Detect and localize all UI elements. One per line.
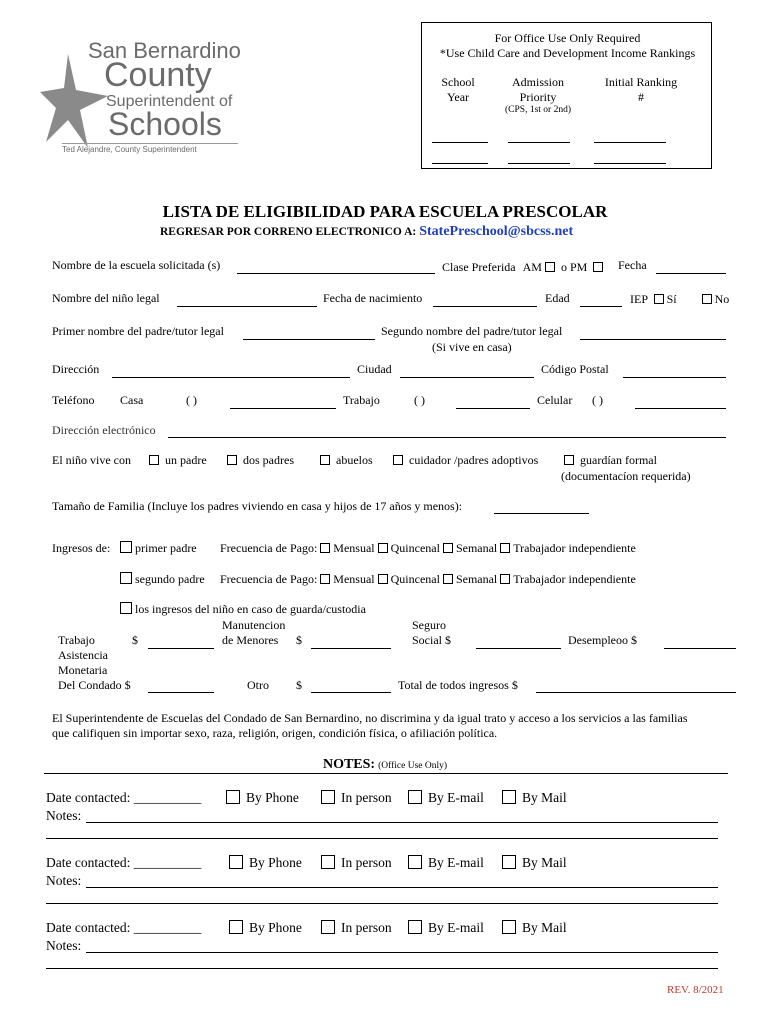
guardian1-field[interactable] [243, 339, 375, 340]
county-assist-label-a: Asistencia [58, 648, 108, 662]
birth-date-field[interactable] [433, 306, 537, 307]
lives-home-note: (Si vive en casa) [432, 340, 512, 354]
iep-group: IEP Sí No [630, 292, 730, 306]
child-income-checkbox[interactable] [120, 602, 132, 614]
in-person-checkbox-2[interactable] [321, 855, 335, 869]
by-mail-checkbox-1[interactable] [502, 790, 516, 804]
office-admission-label: Admission [511, 75, 564, 89]
office-priority-label: Priority [519, 90, 557, 104]
other-income-label: Otro [247, 678, 269, 692]
work-label: Trabajo [343, 393, 380, 407]
first-parent-label: primer padre [135, 541, 197, 555]
total-income-field[interactable] [536, 692, 736, 693]
notes-field-1b[interactable] [46, 838, 718, 839]
cell-area-code: ( ) [592, 393, 603, 407]
by-mail-checkbox-3[interactable] [502, 920, 516, 934]
office-school-label: School [441, 75, 475, 89]
am-checkbox[interactable] [545, 262, 555, 272]
social-security-label-b: Social $ [412, 633, 451, 647]
income-of-label: Ingresos de: [52, 541, 111, 555]
notes-field-2a[interactable] [86, 887, 718, 888]
county-assist-label-b: Monetaria [58, 663, 108, 677]
guardian2-label: Segundo nombre del padre/tutor legal [381, 324, 563, 338]
return-email-link[interactable]: StatePreschool@sbcss.net [419, 224, 574, 239]
cell-label: Celular [537, 393, 573, 407]
notes-field-3b[interactable] [46, 968, 718, 969]
other-income-dollar: $ [296, 678, 302, 692]
one-parent-checkbox[interactable] [149, 455, 159, 465]
guardian2-field[interactable] [580, 339, 726, 340]
disclaimer-line2: que califiquen sin importar sexo, raza, religión, origen, condición física, o afiliación política. [52, 726, 498, 740]
date-label: Fecha [618, 258, 647, 272]
notes-label-1: Notes: [46, 808, 82, 823]
home-label: Casa [120, 393, 144, 407]
office-cps-note: (CPS, 1st or 2nd) [505, 105, 571, 115]
iep-yes-checkbox[interactable] [654, 294, 664, 304]
unemployment-label: Desempleoo $ [568, 633, 637, 647]
by-phone-checkbox-1[interactable] [226, 790, 240, 804]
by-email-checkbox-2[interactable] [408, 855, 422, 869]
pay-freq-row-2: Frecuencia de Pago: Mensual Quincenal Semanal Trabajador independiente [220, 572, 636, 586]
formal-guardian-label: guardían formal [580, 453, 657, 467]
date-contacted-1: Date contacted: __________ [46, 790, 202, 805]
school-name-field[interactable] [237, 273, 435, 274]
form-title: LISTA DE ELIGIBILIDAD PARA ESCUELA PRESCOLAR [162, 202, 608, 221]
family-size-label: Tamaño de Familia (Incluye los padres viviendo en casa y hijos de 17 años y menos): [52, 499, 463, 513]
pay-freq-row-1: Frecuencia de Pago: Mensual Quincenal Semanal Trabajador independiente [220, 541, 636, 555]
cell-phone-field[interactable] [635, 408, 726, 409]
p1-monthly-checkbox[interactable] [320, 543, 330, 553]
p1-weekly-checkbox[interactable] [443, 543, 453, 553]
return-label: REGRESAR POR CORRENO ELECTRONICO A: [160, 226, 417, 238]
social-security-label-a: Seguro [412, 618, 446, 632]
p2-monthly-checkbox[interactable] [320, 574, 330, 584]
by-email-checkbox-1[interactable] [408, 790, 422, 804]
grandparents-checkbox[interactable] [320, 455, 330, 465]
address-label: Dirección [52, 362, 100, 376]
office-subtitle: *Use Child Care and Development Income Rankings [439, 46, 696, 60]
in-person-checkbox-3[interactable] [321, 920, 335, 934]
child-name-field[interactable] [177, 306, 317, 307]
notes-heading: NOTES: (Office Use Only) [322, 757, 448, 772]
email-label: Dirección electrónico [52, 423, 156, 437]
formal-guardian-checkbox[interactable] [564, 455, 574, 465]
p2-biweekly-checkbox[interactable] [378, 574, 388, 584]
age-label: Edad [545, 291, 570, 305]
logo-line4: Schools [108, 106, 222, 142]
logo-line2: County [104, 56, 212, 94]
child-name-label: Nombre del niño legal [52, 291, 160, 305]
caregiver-label: cuidador /padres adoptivos [409, 453, 539, 467]
notes-label-2: Notes: [46, 873, 82, 888]
work-income-label: Trabajo [58, 633, 95, 647]
date-field[interactable] [656, 273, 726, 274]
by-email-checkbox-3[interactable] [408, 920, 422, 934]
date-contacted-2: Date contacted: __________ [46, 855, 202, 870]
office-ranking-label: Initial Ranking [604, 75, 678, 89]
other-income-field[interactable] [311, 692, 391, 693]
address-field[interactable] [112, 377, 350, 378]
work-income-field[interactable] [148, 648, 214, 649]
guardian1-label: Primer nombre del padre/tutor legal [52, 324, 224, 338]
child-support-label-b: de Menores [222, 633, 279, 647]
logo-line1: San Bernardino [88, 38, 241, 63]
two-parents-label: dos padres [243, 453, 294, 467]
revision-label: REV. 8/2021 [667, 984, 724, 996]
star-logo-icon [38, 52, 110, 152]
child-support-field[interactable] [311, 648, 391, 649]
child-support-label-a: Manutencion [222, 618, 286, 632]
logo-tagline: Ted Alejandre, County Superintendent [62, 145, 197, 154]
p2-weekly-checkbox[interactable] [443, 574, 453, 584]
social-security-field[interactable] [476, 648, 561, 649]
city-field[interactable] [400, 377, 534, 378]
school-name-label: Nombre de la escuela solicitada (s) [52, 258, 221, 272]
unemployment-field[interactable] [664, 648, 736, 649]
work-income-dollar: $ [132, 633, 138, 647]
total-income-label: Total de todos ingresos $ [398, 678, 518, 692]
class-pref-group: Clase Preferida AM o PM [442, 260, 606, 275]
disclaimer-line1: El Superintendente de Escuelas del Condado de San Bernardino, no discrimina y da igual trato y acceso a los servicios a las familias [52, 711, 688, 725]
city-label: Ciudad [357, 362, 392, 376]
office-use-box [421, 22, 712, 169]
iep-no-checkbox[interactable] [702, 294, 712, 304]
docs-required-note: (documentacíon requerida) [561, 469, 691, 483]
second-parent-checkbox[interactable] [120, 572, 132, 584]
child-income-label: los ingresos del niño en caso de guarda/custodia [135, 602, 366, 616]
by-phone-checkbox-3[interactable] [229, 920, 243, 934]
phone-label: Teléfono [52, 393, 95, 407]
email-field[interactable] [168, 437, 726, 438]
office-title: For Office Use Only Required [494, 31, 641, 45]
date-contacted-3: Date contacted: __________ [46, 920, 202, 935]
notes-field-3a[interactable] [86, 952, 718, 953]
age-field[interactable] [580, 306, 622, 307]
by-phone-checkbox-2[interactable] [229, 855, 243, 869]
in-person-checkbox-1[interactable] [321, 790, 335, 804]
office-ranking-hash: # [638, 90, 644, 104]
lives-with-label: El niño vive con [52, 453, 131, 467]
first-parent-checkbox[interactable] [120, 541, 132, 553]
notes-label-3: Notes: [46, 938, 82, 953]
caregiver-checkbox[interactable] [393, 455, 403, 465]
county-assist-field[interactable] [148, 692, 214, 693]
grandparents-label: abuelos [336, 453, 373, 467]
zip-label: Código Postal [541, 362, 609, 376]
birth-date-label: Fecha de nacimiento [323, 291, 423, 305]
logo-line3: Superintendent of [106, 93, 233, 110]
p2-self-employed-checkbox[interactable] [500, 574, 510, 584]
family-size-field[interactable] [494, 513, 589, 514]
zip-field[interactable] [623, 377, 726, 378]
second-parent-label: segundo padre [135, 572, 205, 586]
by-mail-checkbox-2[interactable] [502, 855, 516, 869]
notes-field-2b[interactable] [46, 903, 718, 904]
two-parents-checkbox[interactable] [227, 455, 237, 465]
p1-self-employed-checkbox[interactable] [500, 543, 510, 553]
p1-biweekly-checkbox[interactable] [378, 543, 388, 553]
one-parent-label: un padre [165, 453, 207, 467]
return-line [160, 224, 573, 240]
pm-checkbox[interactable] [593, 262, 603, 272]
home-area-code: ( ) [186, 393, 197, 407]
child-support-dollar: $ [296, 633, 302, 647]
home-phone-field[interactable] [230, 408, 336, 409]
office-year-label: Year [446, 90, 470, 104]
county-assist-label-c: Del Condado $ [58, 678, 131, 692]
notes-field-1a[interactable] [86, 822, 718, 823]
work-phone-field[interactable] [456, 408, 530, 409]
work-area-code: ( ) [414, 393, 425, 407]
